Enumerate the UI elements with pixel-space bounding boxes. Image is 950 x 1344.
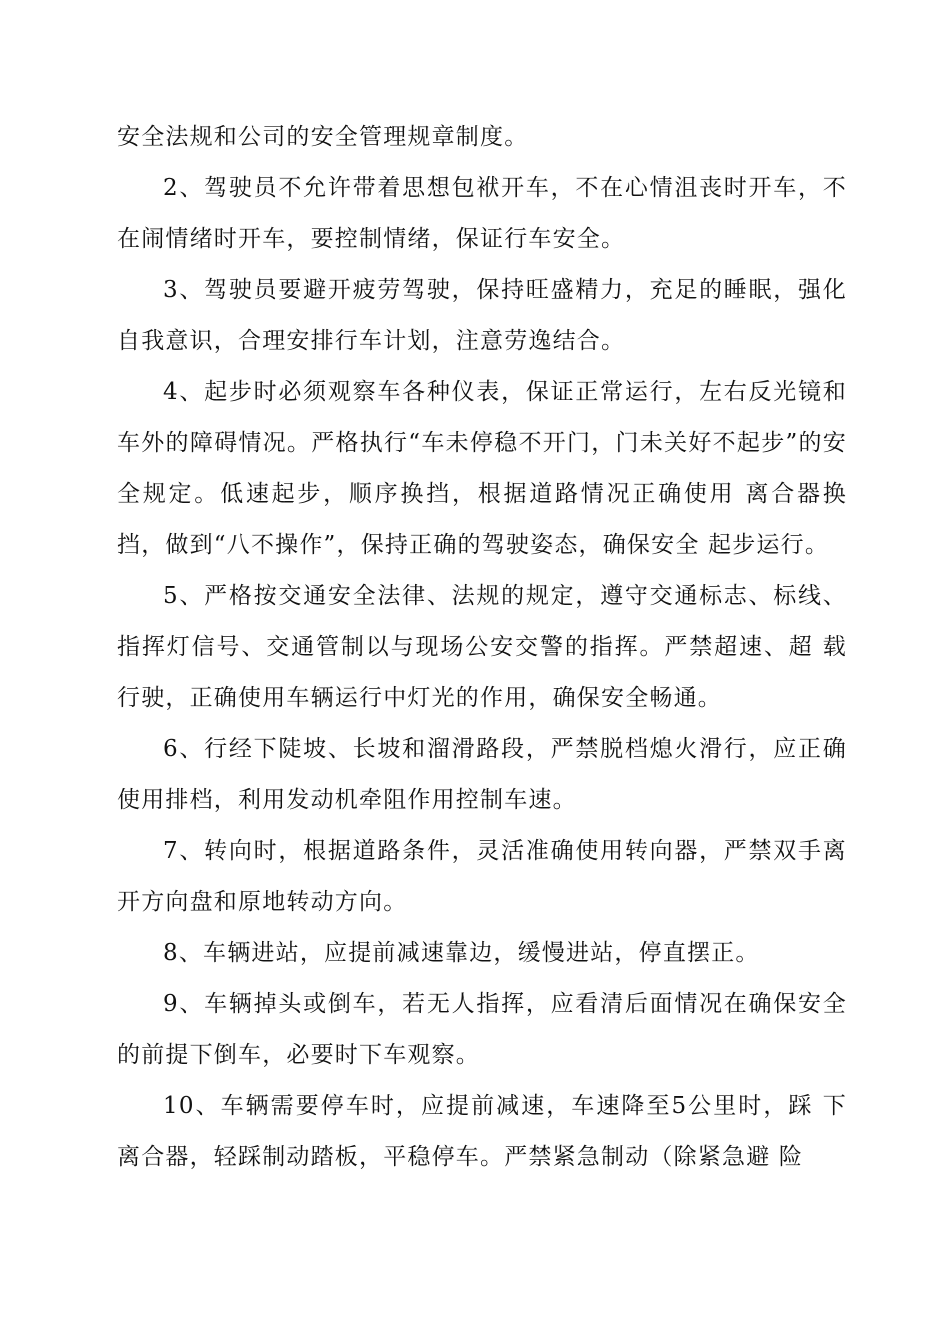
paragraph-item-9: 9、车辆掉头或倒车，若无人指挥，应看清后面情况在确保安全的前提下倒车，必要时下车观察。 xyxy=(117,991,847,1068)
paragraph-item-8: 8、车辆进站，应提前减速靠边，缓慢进站，停直摆正。 xyxy=(163,940,760,966)
paragraph-item-10: 10、车辆需要停车时，应提前减速，车速降至5公里时，踩 下离合器，轻踩制动踏板，平稳停车。严禁紧急制动（除紧急避 险 xyxy=(117,1093,847,1170)
paragraph-item-3: 3、驾驶员要避开疲劳驾驶，保持旺盛精力，充足的睡眠，强化自我意识，合理安排行车计划，注意劳逸结合。 xyxy=(117,277,847,354)
paragraph-item-6: 6、行经下陡坡、长坡和溜滑路段，严禁脱档熄火滑行，应正确使用排档，利用发动机牵阻作用控制车速。 xyxy=(117,736,847,813)
document-page xyxy=(117,112,847,1183)
paragraph-item-4: 4、起步时必须观察车各种仪表，保证正常运行，左右反光镜和车外的障碍情况。严格执行“车未停稳不开门，门未关好不起步”的安全规定。低速起步，顺序换挡，根据道路情况正确使用 离合器换挡，做到“八不操作”，保持正确的驾驶姿态，确保安全 起步运行。 xyxy=(117,379,847,558)
paragraph-item-7: 7、转向时，根据道路条件，灵活准确使用转向器，严禁双手离开方向盘和原地转动方向。 xyxy=(117,838,847,915)
paragraph-continuation: 安全法规和公司的安全管理规章制度。 xyxy=(117,124,529,150)
paragraph-item-5: 5、严格按交通安全法律、法规的规定，遵守交通标志、标线、指挥灯信号、交通管制以与现场公安交警的指挥。严禁超速、超 载行驶，正确使用车辆运行中灯光的作用，确保安全畅通。 xyxy=(117,583,847,711)
paragraph-item-2: 2、驾驶员不允许带着思想包袱开车，不在心情沮丧时开车，不在闹情绪时开车，要控制情绪，保证行车安全。 xyxy=(117,175,847,252)
